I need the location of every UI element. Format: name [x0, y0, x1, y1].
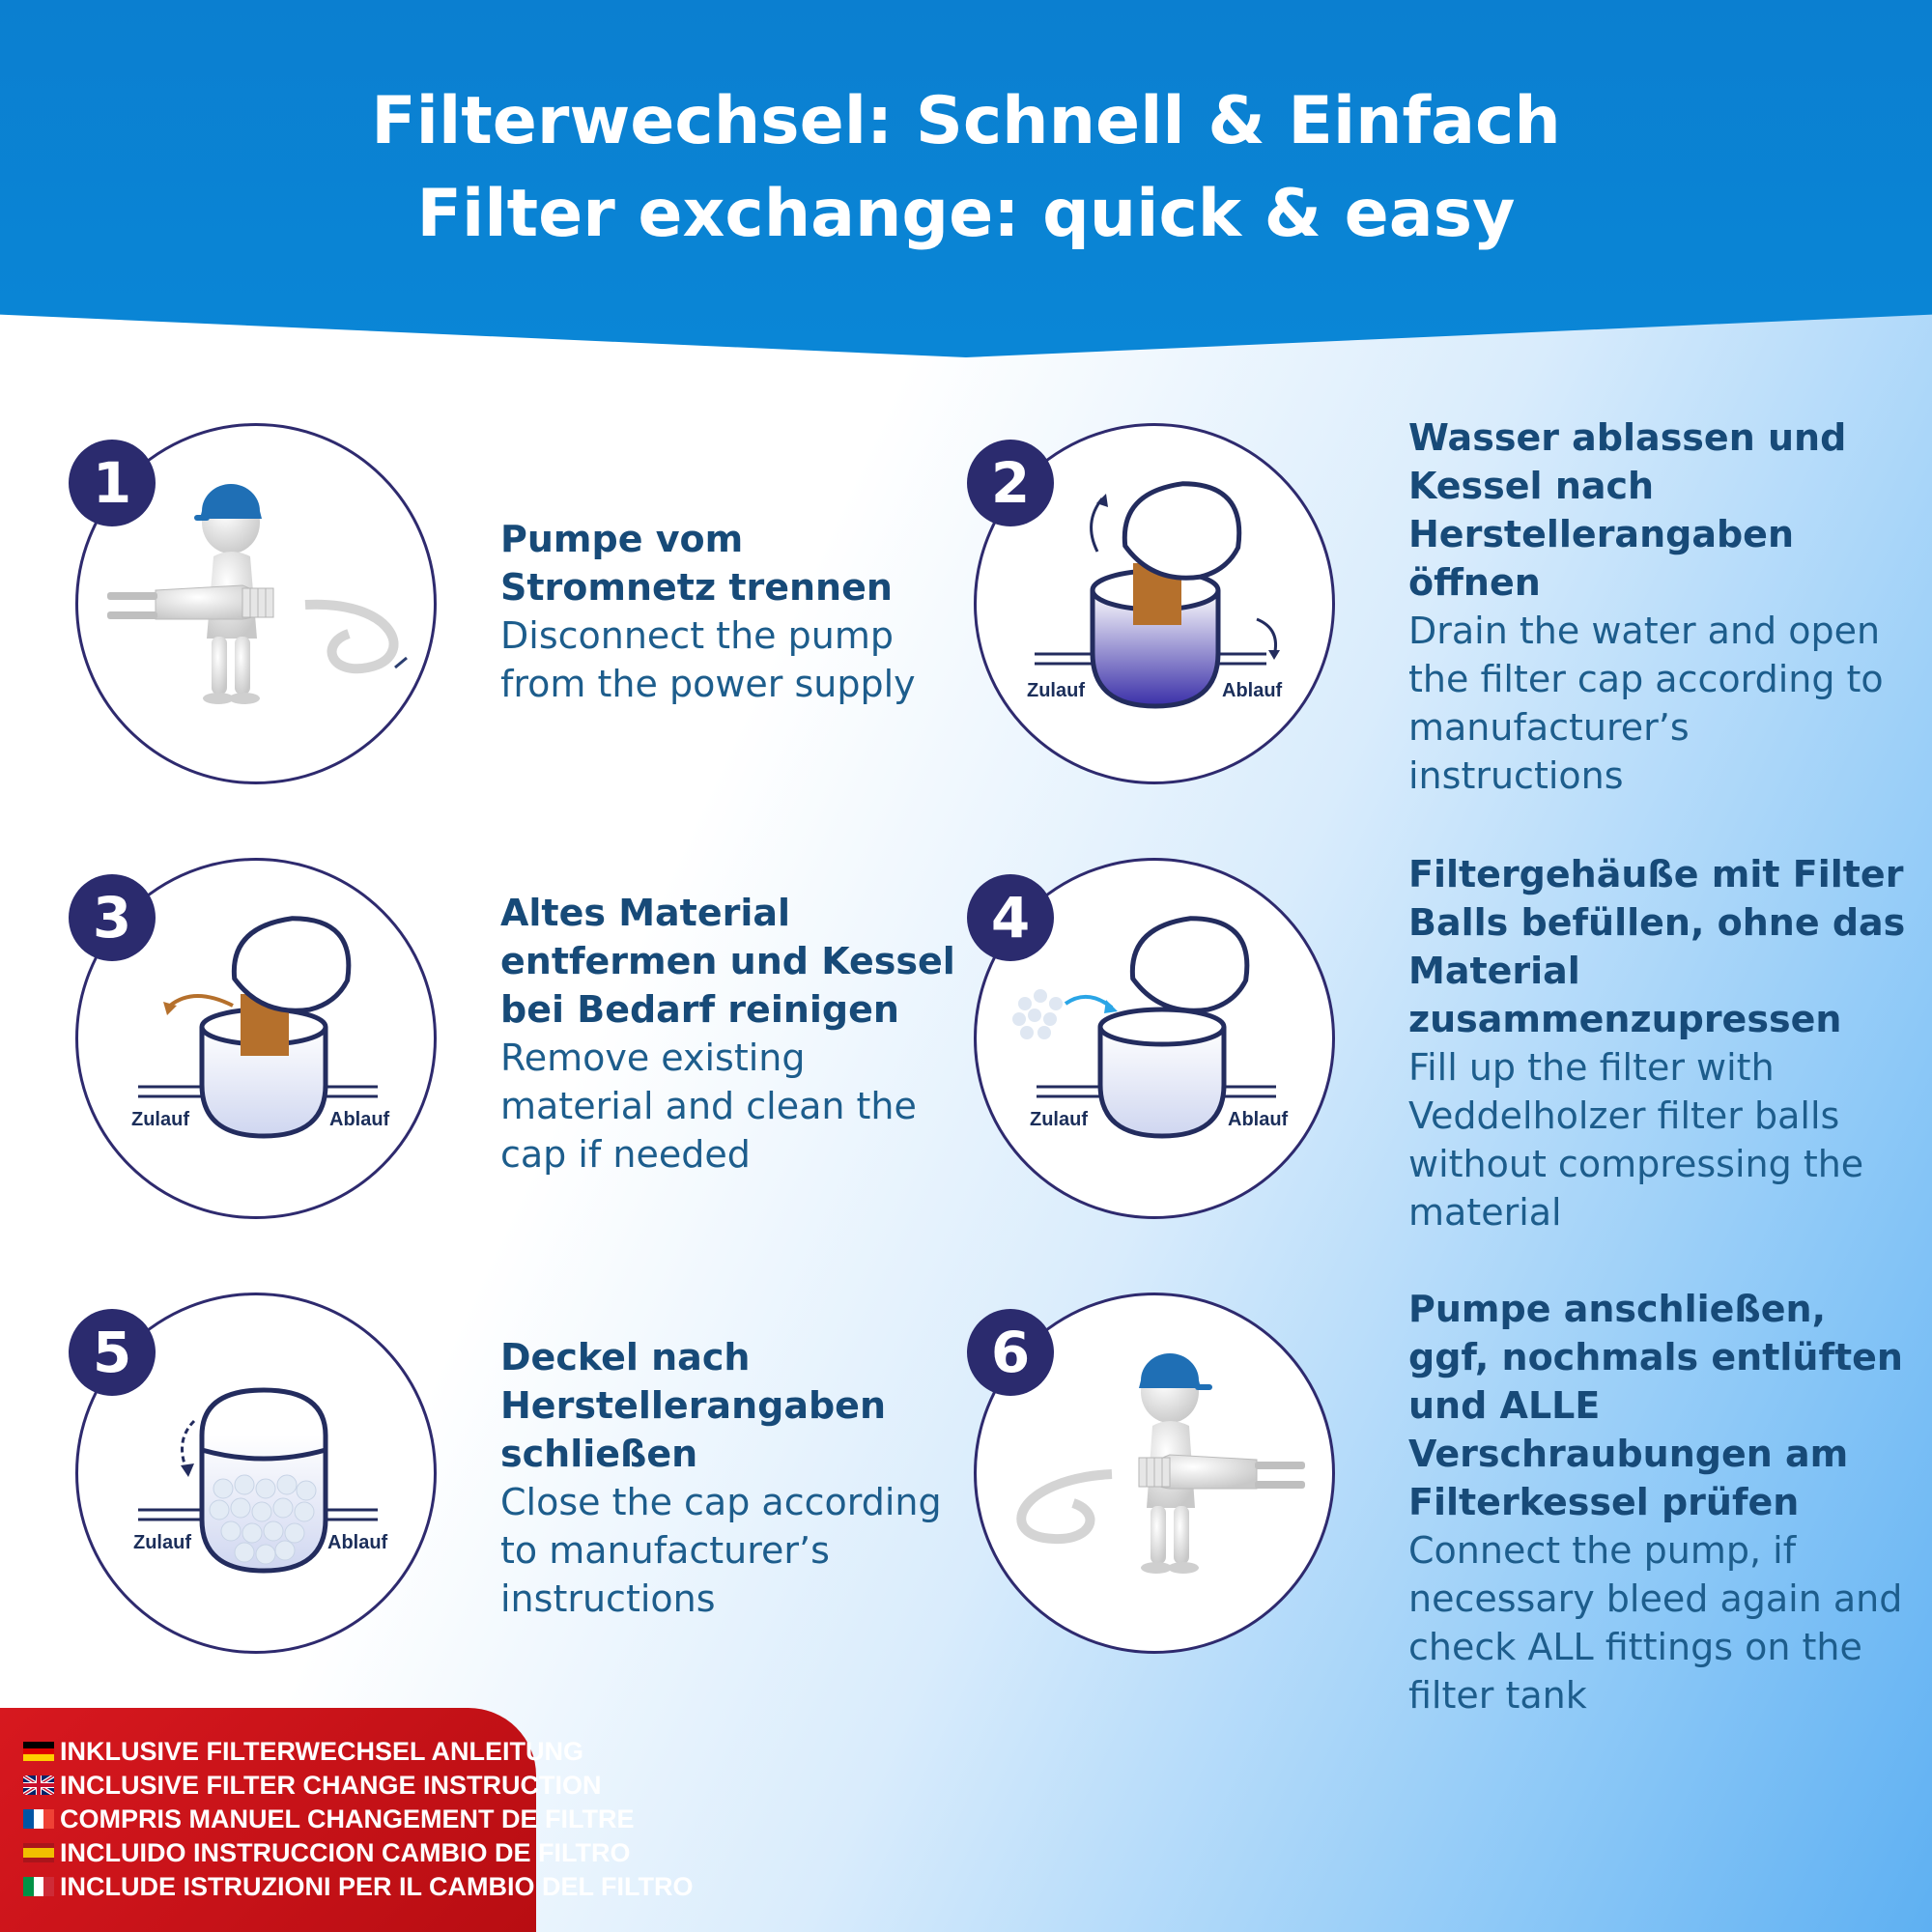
step-3-text — [500, 889, 964, 1179]
step-2-german: Wasser ablassen und Kessel nach Herstellerangaben öffnen — [1408, 416, 1847, 604]
step-number-badge: 1 — [69, 440, 156, 526]
uk-flag-icon — [23, 1776, 54, 1795]
step-2-text — [1408, 413, 1911, 800]
step-1-german: Pumpe vom Stromnetz trennen — [500, 518, 893, 609]
step-5-illustration — [75, 1293, 437, 1654]
es-flag-icon — [23, 1843, 54, 1862]
badge-item-de — [23, 1735, 583, 1768]
inlet-label: Zulauf — [1027, 680, 1085, 701]
instruction-badge — [0, 1708, 694, 1932]
badge-item-es — [23, 1836, 630, 1869]
inlet-label: Zulauf — [133, 1532, 191, 1553]
step-4-text — [1408, 850, 1911, 1236]
inlet-label: Zulauf — [131, 1109, 189, 1130]
badge-text: INCLUIDO INSTRUCCION CAMBIO DE FILTRO — [60, 1838, 631, 1867]
step-1-english: Disconnect the pump from the power supply — [500, 614, 916, 705]
de-flag-icon — [23, 1742, 54, 1761]
badge-item-fr — [23, 1803, 635, 1835]
step-number-badge: 5 — [69, 1309, 156, 1396]
inlet-label: Zulauf — [1030, 1109, 1088, 1130]
outlet-label: Ablauf — [1222, 680, 1283, 701]
step-5-english: Close the cap according to manufacturer’s instructions — [500, 1481, 942, 1620]
step-5-german: Deckel nach Herstellerangaben schließen — [500, 1336, 886, 1475]
step-3-english: Remove existing material and clean the cap if needed — [500, 1037, 917, 1176]
step-number-badge: 3 — [69, 874, 156, 961]
step-1-illustration — [75, 423, 437, 784]
badge-item-uk — [23, 1769, 602, 1802]
badge-item-it — [23, 1870, 694, 1903]
step-6-text — [1408, 1285, 1911, 1719]
step-3-illustration — [75, 858, 437, 1219]
step-4-illustration — [974, 858, 1335, 1219]
step-6-illustration — [974, 1293, 1335, 1654]
step-1-text — [500, 515, 964, 708]
outlet-label: Ablauf — [329, 1109, 390, 1130]
step-3-german: Altes Material entfermen und Kessel bei Bedarf reinigen — [500, 892, 955, 1031]
step-number-badge: 6 — [967, 1309, 1054, 1396]
fr-flag-icon — [23, 1809, 54, 1829]
step-4-english: Fill up the filter with Veddelholzer filter balls without compressing the material — [1408, 1046, 1864, 1234]
badge-text: INCLUDE ISTRUZIONI PER IL CAMBIO DEL FILTRO — [60, 1872, 694, 1901]
page-title — [0, 75, 1932, 261]
step-2-illustration — [974, 423, 1335, 784]
badge-text: INKLUSIVE FILTERWECHSEL ANLEITUNG — [60, 1737, 584, 1766]
it-flag-icon — [23, 1877, 54, 1896]
step-5-text — [500, 1333, 964, 1623]
step-4-german: Filtergehäuße mit Filter Balls befüllen, ohne das Material zusammenzupressen — [1408, 853, 1906, 1040]
badge-text: COMPRIS MANUEL CHANGEMENT DE FILTRE — [60, 1804, 635, 1833]
step-number-badge: 2 — [967, 440, 1054, 526]
outlet-label: Ablauf — [327, 1532, 388, 1553]
step-6-german: Pumpe anschließen, ggf, nochmals entlüften und ALLE Verschraubungen am Filterkessel prüfen — [1408, 1288, 1903, 1523]
title-german: Filterwechsel: Schnell & Einfach — [371, 83, 1561, 159]
step-number-badge: 4 — [967, 874, 1054, 961]
title-english: Filter exchange: quick & easy — [416, 176, 1516, 252]
step-6-english: Connect the pump, if necessary bleed again and check ALL fittings on the filter tank — [1408, 1529, 1903, 1717]
badge-text: INCLUSIVE FILTER CHANGE INSTRUCTION — [60, 1771, 602, 1800]
step-2-english: Drain the water and open the filter cap according to manufacturer’s instructions — [1408, 610, 1884, 797]
outlet-label: Ablauf — [1228, 1109, 1289, 1130]
